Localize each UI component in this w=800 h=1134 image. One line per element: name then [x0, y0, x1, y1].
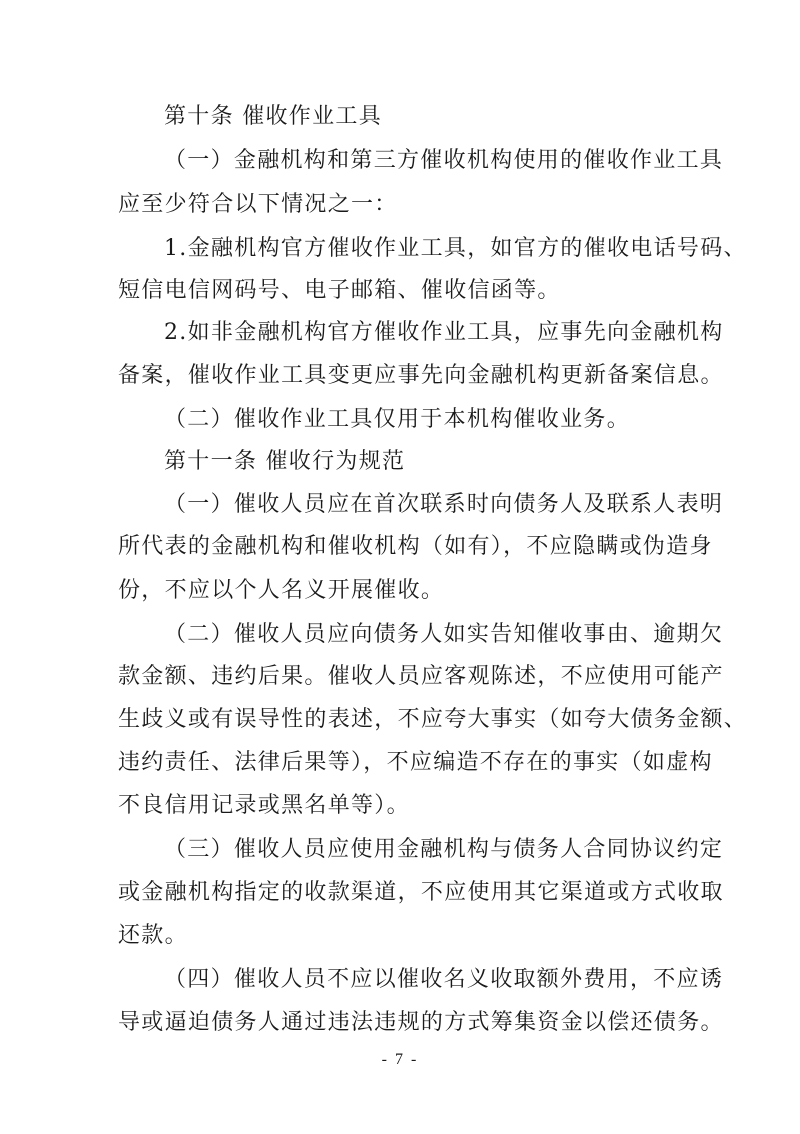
article-10-subitem-2-line-1: 2.如非金融机构官方催收作业工具，应事先向金融机构	[164, 320, 724, 345]
article-10-item-1-line-2: 应至少符合以下情况之一：	[118, 192, 398, 217]
article-11-item-3-line-2: 或金融机构指定的收款渠道，不应使用其它渠道或方式收取	[118, 880, 724, 905]
article-11-item-2-line-5: 不良信用记录或黑名单等）。	[118, 793, 410, 818]
article-11-item-1-line-3: 份，不应以个人名义开展催收。	[118, 578, 445, 603]
article-11-item-4-line-2: 导或逼迫债务人通过违法违规的方式筹集资金以偿还债务。	[118, 1010, 724, 1035]
article-10-item-2: （二）催收作业工具仅用于本机构催收业务。	[164, 407, 631, 432]
article-11-item-2-line-4: 违约责任、法律后果等），不应编造不存在的事实（如虚构	[118, 750, 713, 775]
article-10-subitem-2-line-2: 备案，催收作业工具变更应事先向金融机构更新备案信息。	[118, 363, 724, 388]
article-10-heading: 第十条 催收作业工具	[164, 104, 382, 129]
article-10-subitem-1-line-1: 1.金融机构官方催收作业工具，如官方的催收电话号码、	[164, 236, 747, 261]
article-11-item-2-line-3: 生歧义或有误导性的表述，不应夸大事实（如夸大债务金额、	[118, 707, 748, 732]
article-11-item-2-line-2: 款金额、违约后果。催收人员应客观陈述，不应使用可能产	[118, 664, 724, 689]
article-10-subitem-1-line-2: 短信电信网码号、电子邮箱、催收信函等。	[118, 278, 561, 303]
article-11-item-4-line-1: （四）催收人员不应以催收名义收取额外费用，不应诱	[164, 967, 724, 992]
page-number: - 7 -	[381, 1051, 419, 1068]
article-11-heading: 第十一条 催收行为规范	[164, 449, 406, 474]
article-11-item-3-line-3: 还款。	[118, 923, 188, 948]
article-10-item-1-line-1: （一）金融机构和第三方催收机构使用的催收作业工具	[164, 148, 724, 173]
article-11-item-2-line-1: （二）催收人员应向债务人如实告知催收事由、逾期欠	[164, 622, 724, 647]
article-11-item-1-line-1: （一）催收人员应在首次联系时向债务人及联系人表明	[164, 492, 724, 517]
article-11-item-3-line-1: （三）催收人员应使用金融机构与债务人合同协议约定	[164, 837, 724, 862]
article-11-item-1-line-2: 所代表的金融机构和催收机构（如有），不应隐瞒或伪造身	[118, 534, 713, 559]
